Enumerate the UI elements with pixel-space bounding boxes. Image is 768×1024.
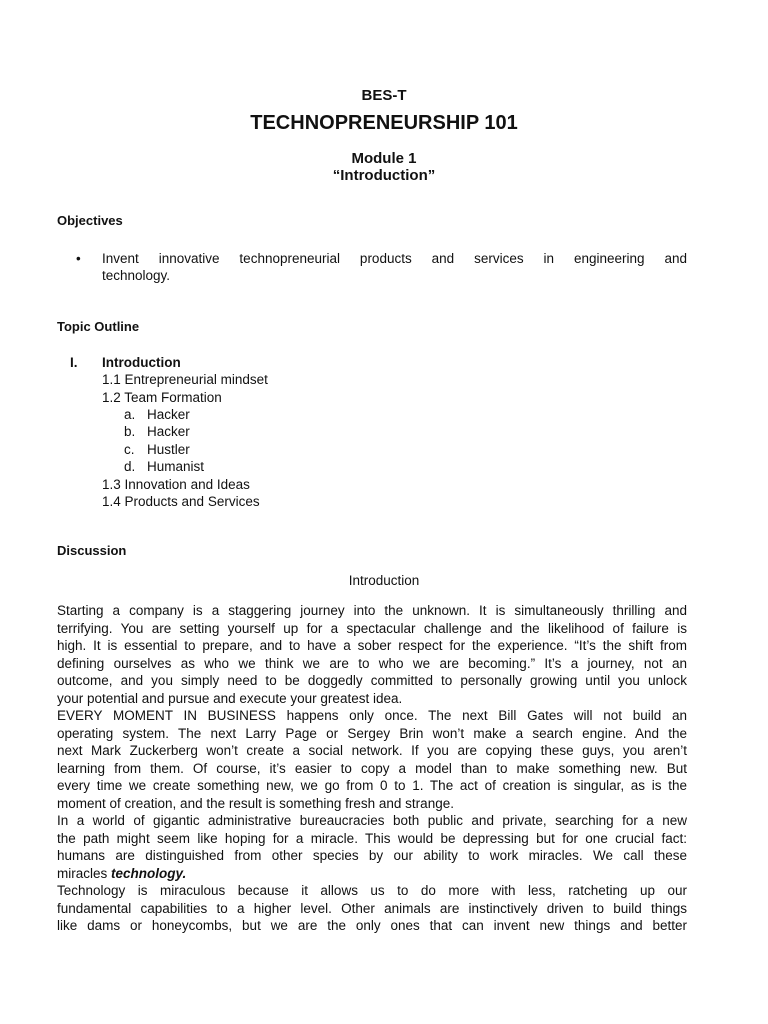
paragraph-line: terrifying. You are setting yourself up for a spectacular challenge and the likelihood of failure is [57,620,687,636]
objectives-heading: Objectives [57,213,123,228]
outline-item: 1.2 Team Formation [102,390,222,405]
paragraph-line: humans are distinguished from other species by our ability to work miracles. We call these [57,848,687,863]
outline-subitem: Hacker [147,424,190,439]
module-title: “Introduction” [332,167,436,184]
paragraph-line: In a world of gigantic administrative bureaucracies both public and private, searching for a new [57,813,687,828]
course-title: TECHNOPRENEURSHIP 101 [250,112,518,134]
paragraph-line: Starting a company is a staggering journey into the unknown. It is simultaneously thrilling and [57,603,687,618]
paragraph-line: operating system. The next Larry Page or Sergey Brin won’t make a search engine. And the [57,725,687,741]
paragraph-line: your potential and pursue and execute your greatest idea. [57,690,403,706]
emphasis-technology: technology. [111,865,187,881]
paragraph-line: defining ourselves as who we think we are to who we are becoming.” It’s a journey, not an [57,655,687,671]
paragraph-text: miracles [57,865,112,881]
outline-section-title: Introduction [102,355,181,370]
paragraph-line: high. It is essential to prepare, and to have a sober respect for the experience. “It’s the shift from [57,638,687,653]
outline-subitem-letter: d. [124,459,136,474]
course-code: BES-T [361,87,407,104]
paragraph-4 [57,882,687,935]
topic-outline-heading: Topic Outline [57,319,140,334]
paragraph-line: EVERY MOMENT IN BUSINESS happens only once. The next Bill Gates will not build an [57,708,687,723]
paragraph-line: the path might seem like hoping for a miracle. This would be depressing but for one crucial fact: [57,830,687,846]
outline-section-numeral: I. [70,355,78,370]
paragraph-1 [57,602,687,707]
outline-subitem: Humanist [147,459,205,474]
outline-subitem-letter: b. [124,424,136,439]
outline-item: 1.1 Entrepreneurial mindset [102,372,268,387]
outline-subitem: Hacker [147,407,190,422]
paragraph-line: like dams or honeycombs, but we are the only ones that can invent new things and better [57,918,687,933]
discussion-subheading: Introduction [348,573,420,588]
outline-item: 1.4 Products and Services [102,494,260,509]
paragraph-line: learning from them. Of course, it’s easier to copy a model than to make something new. But [57,760,687,776]
paragraph-2 [57,707,687,812]
outline-subitem: Hustler [147,442,190,457]
module-number: Module 1 [351,150,417,167]
paragraph-line [57,865,687,883]
paragraph-line: moment of creation, and the result is something fresh and strange. [57,795,454,811]
paragraph-3 [57,812,687,882]
paragraph-line: fundamental capabilities to a higher level. Other animals are instinctively driven to build things [57,900,687,916]
paragraph-line: outcome, and you simply need to be doggedly committed to personally growing until you unlock [57,673,687,688]
outline-subitem-letter: c. [124,442,135,457]
objective-line-1: Invent innovative technopreneurial products and services in engineering and [102,251,687,266]
discussion-heading: Discussion [57,543,127,558]
paragraph-line: every time we create something new, we go from 0 to 1. The act of creation is singular, as is the [57,778,687,793]
outline-subitem-letter: a. [124,407,136,422]
outline-item: 1.3 Innovation and Ideas [102,477,250,492]
objective-line-2: technology. [102,268,171,283]
bullet-icon: • [76,251,81,266]
paragraph-line: Technology is miraculous because it allows us to do more with less, ratcheting up our [57,883,687,898]
paragraph-line: next Mark Zuckerberg won’t create a social network. If you are copying these guys, you aren’t [57,743,687,758]
